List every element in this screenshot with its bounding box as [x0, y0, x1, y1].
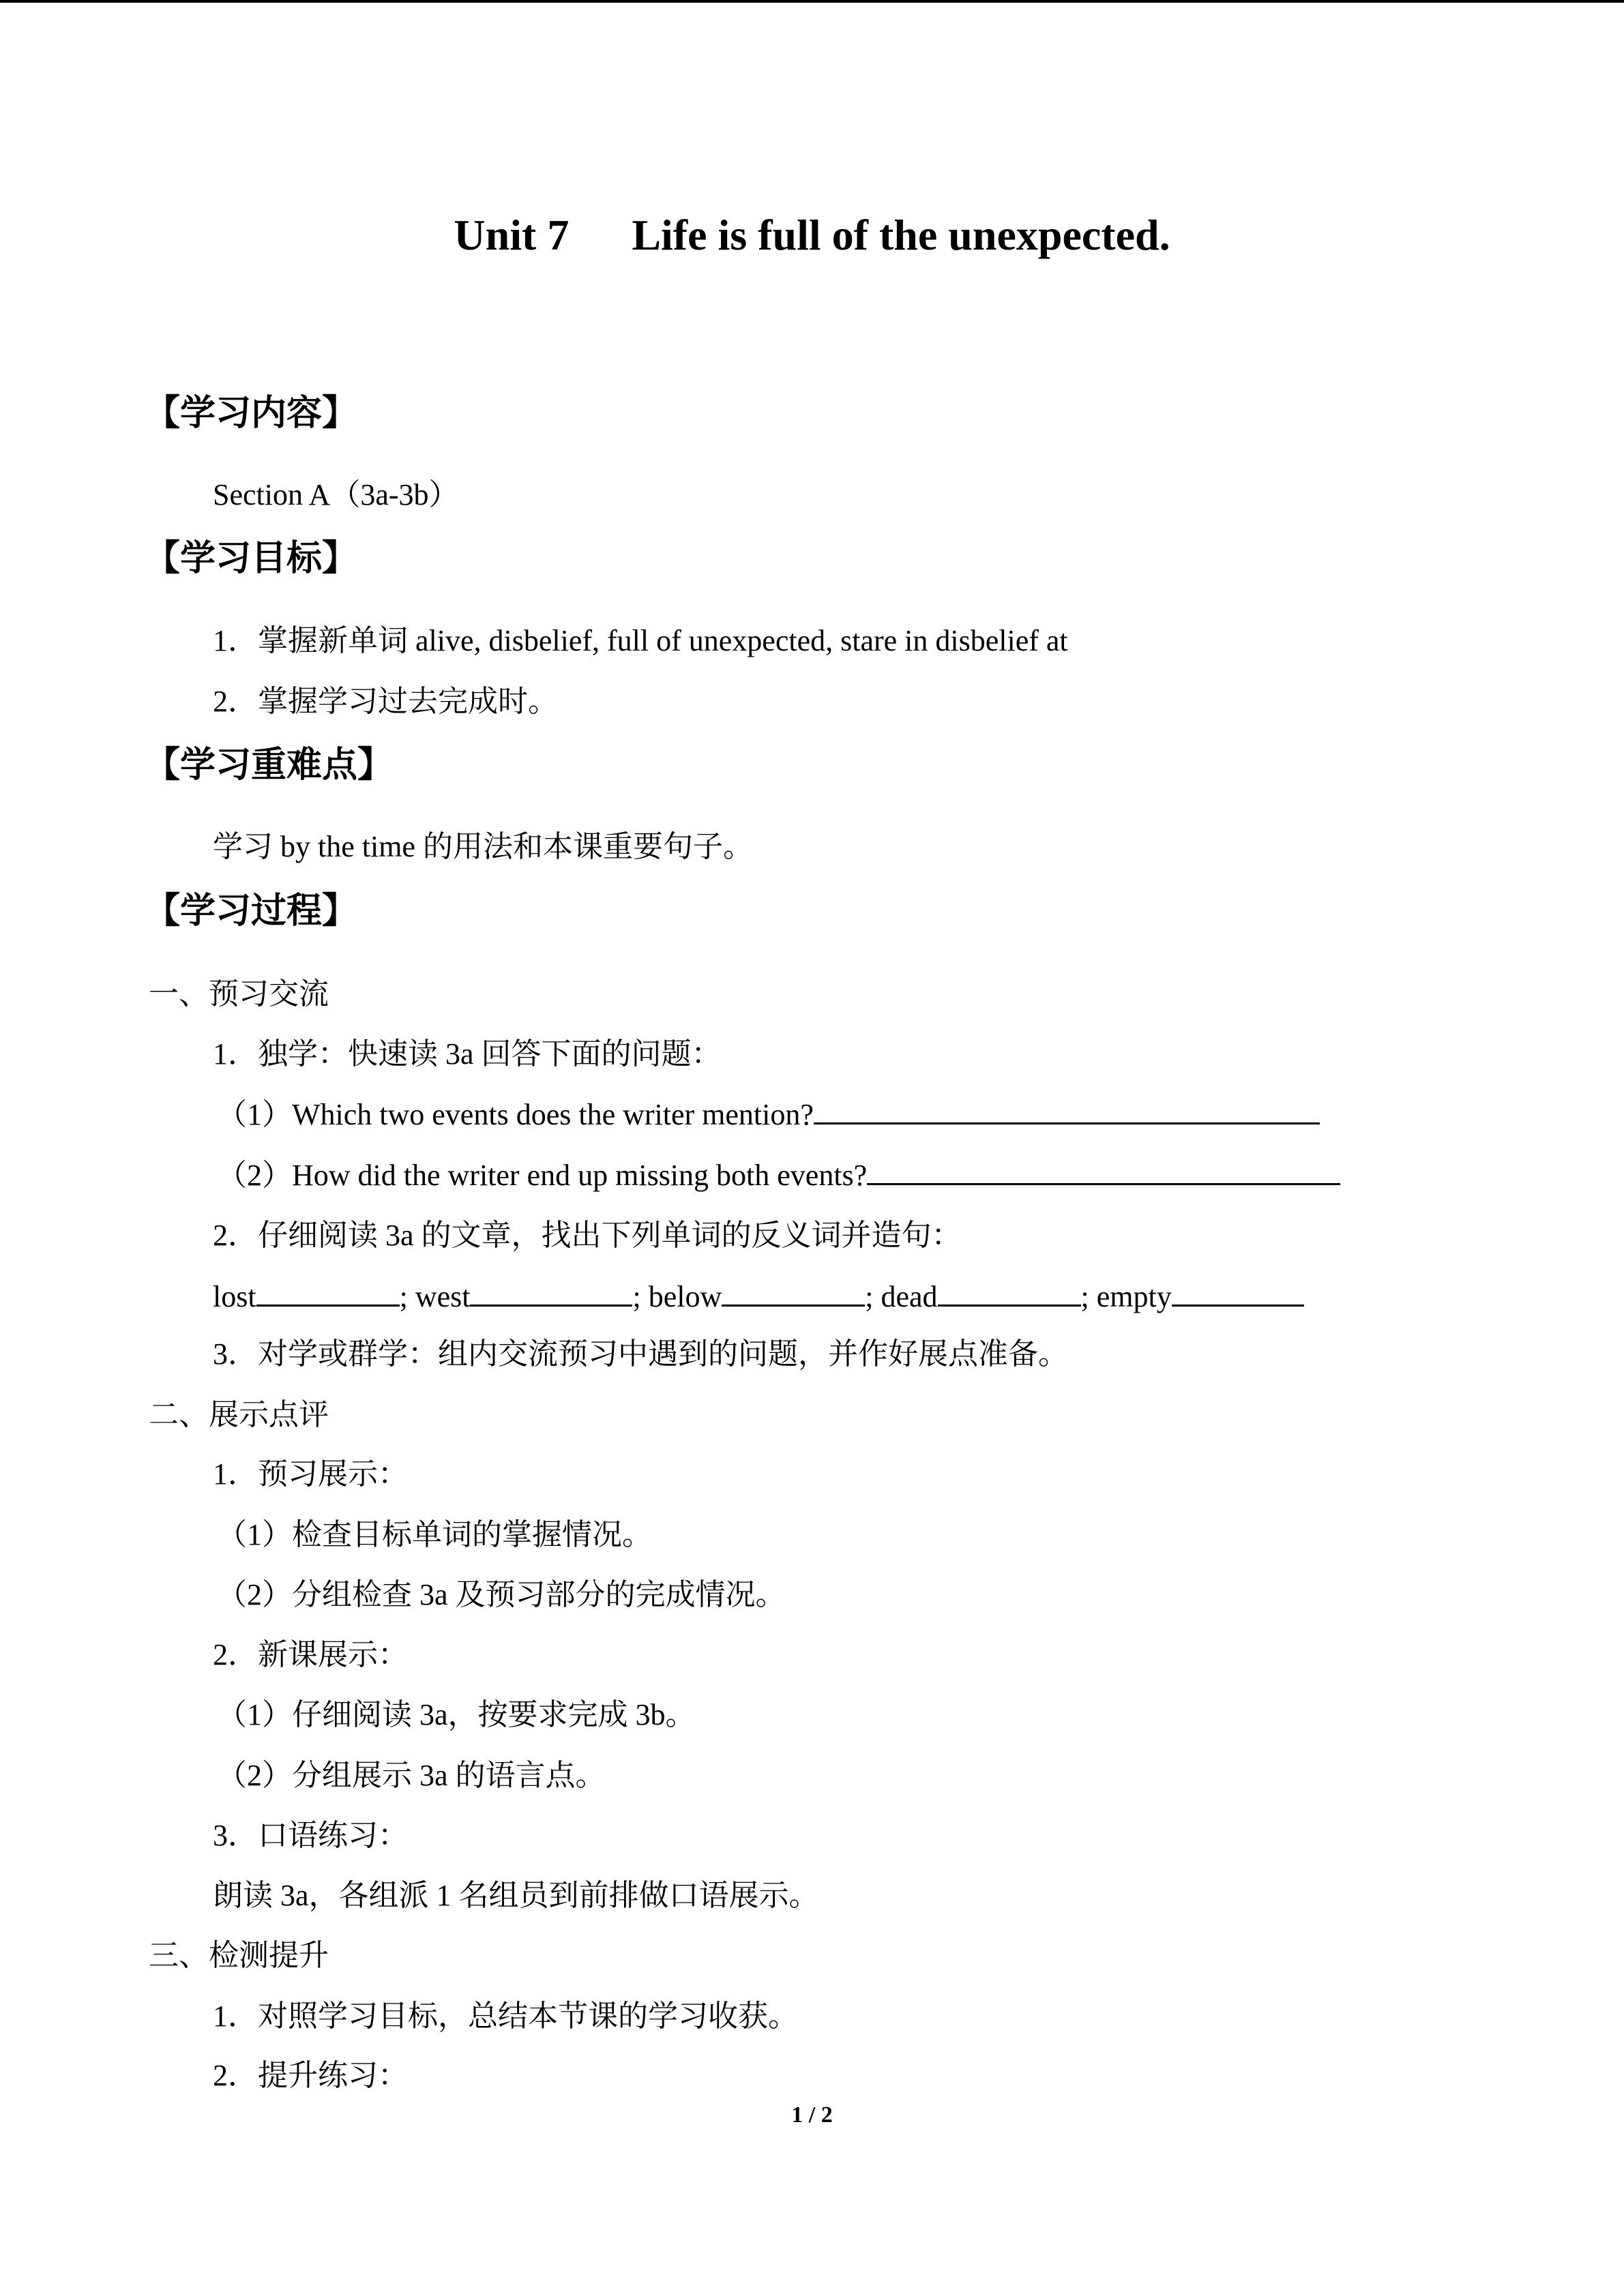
word-dead: ; dead — [865, 1280, 938, 1313]
heading-content: 【学习内容】 — [145, 393, 358, 434]
part2-s2a: （1）仔细阅读 3a，按要求完成 3b。 — [217, 1698, 696, 1731]
word-empty: ; empty — [1080, 1280, 1172, 1313]
page-title — [0, 208, 1624, 263]
word-lost: lost — [213, 1280, 256, 1313]
part2-s1b: （2）分组检查 3a 及预习部分的完成情况。 — [217, 1578, 786, 1611]
part3-title: 三、检测提升 — [149, 1939, 329, 1972]
part2-s2: 2．新课展示： — [213, 1638, 408, 1671]
heading-keypoints: 【学习重难点】 — [145, 745, 394, 786]
q1b-text: （2）How did the writer end up missing both events? — [217, 1159, 868, 1192]
title-unit: Unit 7 — [454, 211, 570, 259]
keypoints-text: 学习 by the time 的用法和本课重要句子。 — [213, 830, 753, 863]
part2-s1a: （1）检查目标单词的掌握情况。 — [217, 1518, 652, 1551]
answer-blank[interactable] — [867, 1157, 1340, 1185]
word-blank[interactable] — [938, 1279, 1081, 1307]
part2-title: 二、展示点评 — [149, 1398, 329, 1431]
goal-item-2: 2．掌握学习过去完成时。 — [213, 685, 558, 718]
part2-s1: 1．预习展示： — [213, 1457, 408, 1491]
word-below: ; below — [632, 1280, 722, 1313]
page-number: 1 / 2 — [791, 2102, 833, 2128]
part1-q3: 3．对学或群学：组内交流预习中遇到的问题，并作好展点准备。 — [213, 1337, 1068, 1371]
part1-q2: 2．仔细阅读 3a 的文章，找出下列单词的反义词并造句： — [213, 1219, 962, 1252]
part1-q1: 1．独学：快速读 3a 回答下面的问题： — [213, 1037, 722, 1071]
heading-goals: 【学习目标】 — [145, 538, 358, 579]
answer-blank[interactable] — [814, 1097, 1320, 1124]
word-blank[interactable] — [256, 1279, 400, 1307]
goal-item-1: 1．掌握新单词 alive, disbelief, full of unexpected, stare in disbelief at — [213, 624, 1068, 657]
word-blank[interactable] — [470, 1279, 632, 1307]
word-blank[interactable] — [1172, 1279, 1304, 1307]
part3-s2: 2．提升练习： — [213, 2059, 408, 2092]
q1a-text: （1）Which two events does the writer mention? — [217, 1098, 814, 1131]
heading-process: 【学习过程】 — [145, 891, 358, 931]
word-west: ; west — [399, 1280, 471, 1313]
antonym-line — [213, 1278, 1304, 1316]
word-blank[interactable] — [722, 1279, 865, 1307]
part3-s1: 1．对照学习目标，总结本节课的学习收获。 — [213, 1999, 798, 2033]
part2-s3: 3．口语练习： — [213, 1819, 408, 1852]
part2-s3a: 朗读 3a，各组派 1 名组员到前排做口语展示。 — [213, 1879, 819, 1912]
part2-s2b: （2）分组展示 3a 的语言点。 — [217, 1759, 606, 1792]
title-text: Life is full of the unexpected. — [632, 211, 1170, 259]
section-range: Section A（3a-3b） — [213, 478, 459, 511]
part1-title: 一、预习交流 — [149, 977, 329, 1011]
part1-q1a — [217, 1096, 1320, 1134]
top-border — [0, 0, 1624, 3]
part1-q1b — [217, 1157, 1340, 1195]
